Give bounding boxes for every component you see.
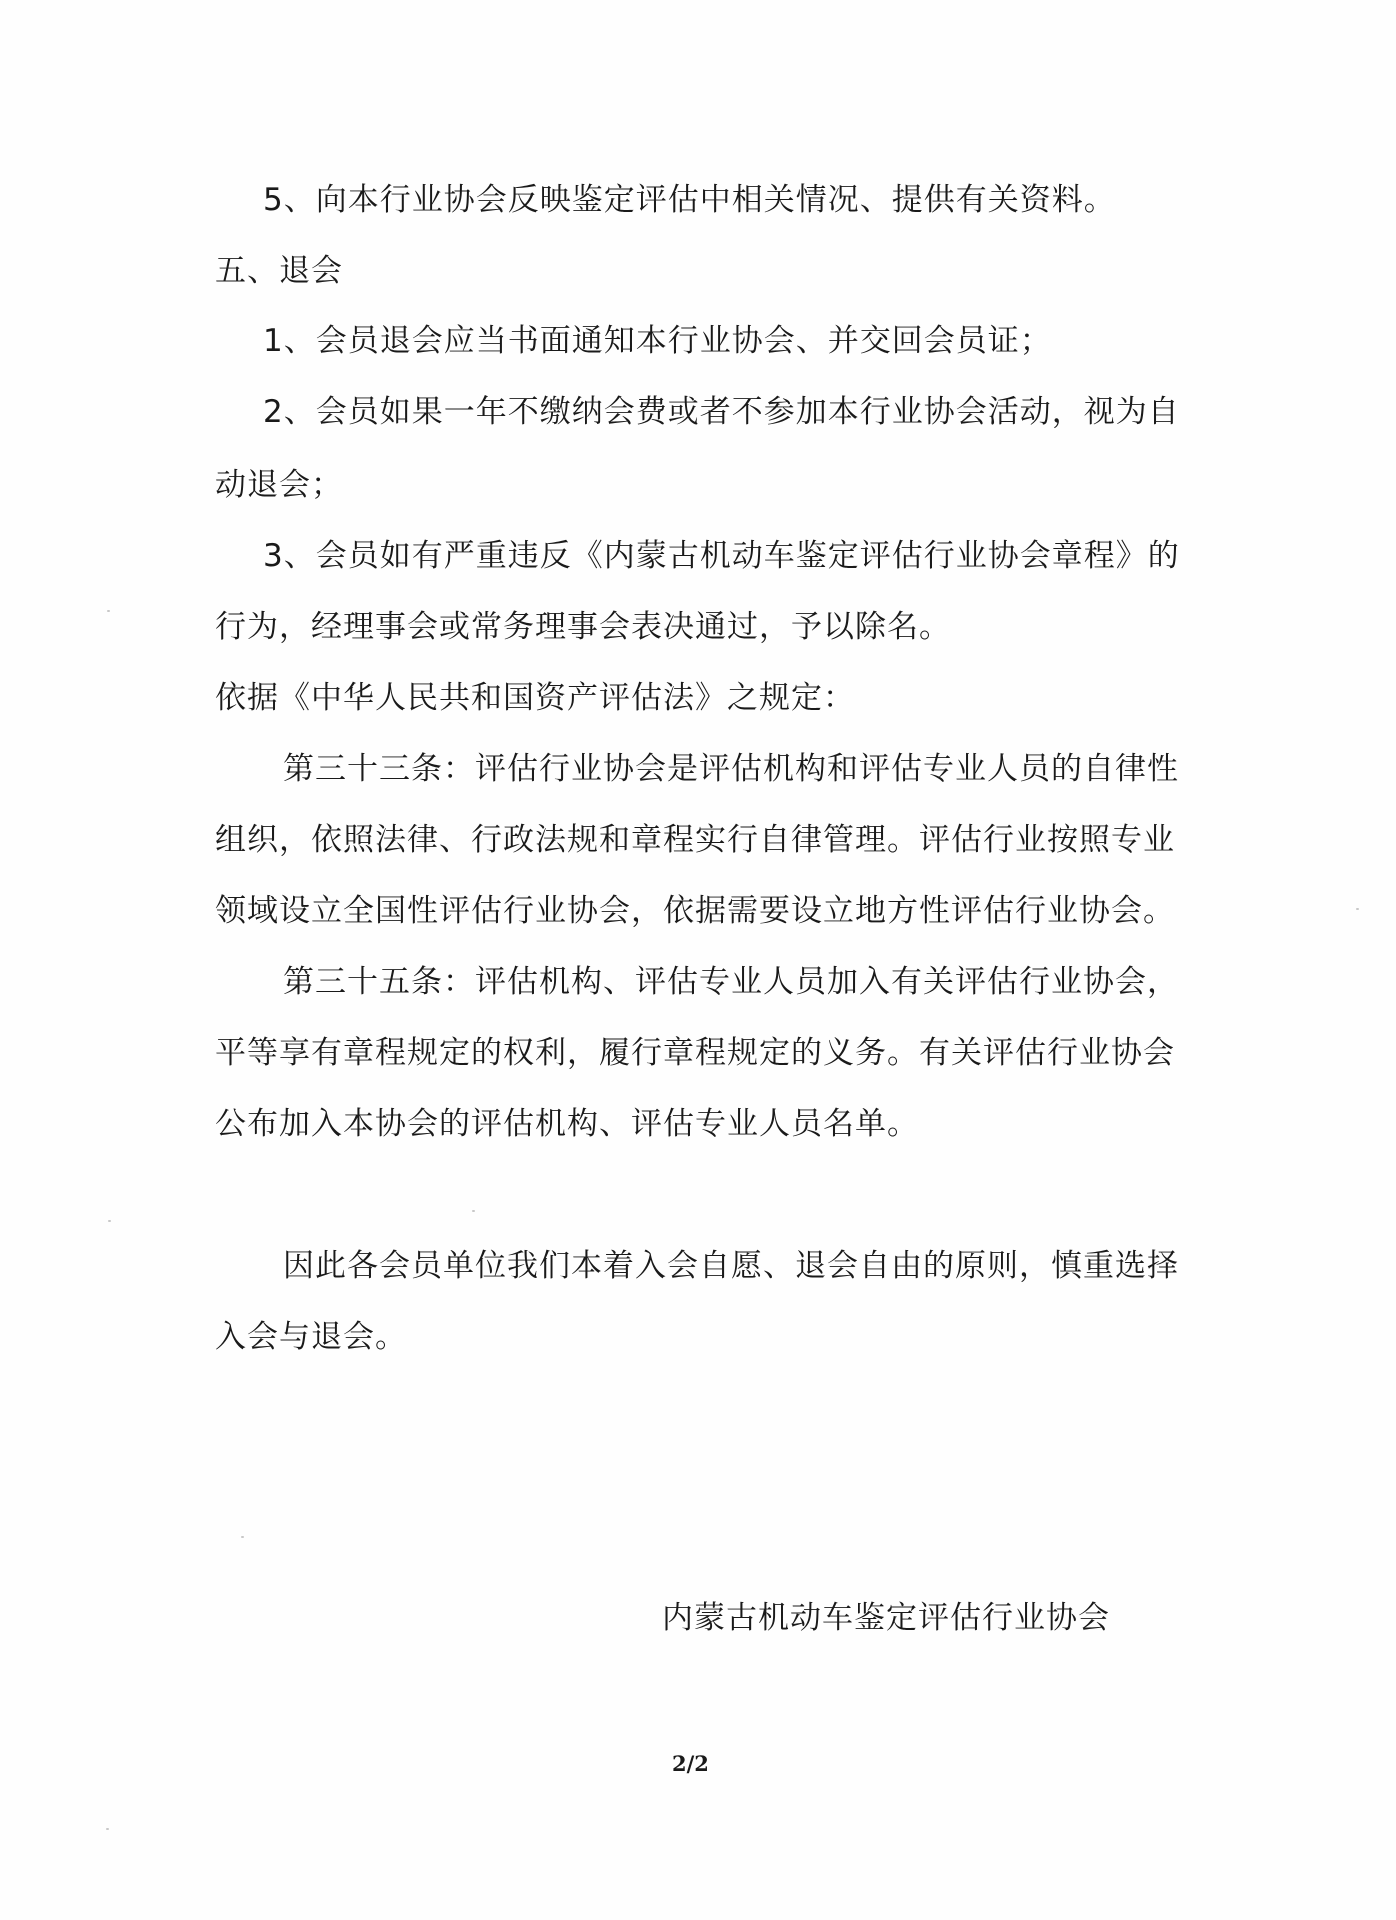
paragraph-line: 第三十三条：评估行业协会是评估机构和评估专业人员的自律性	[283, 751, 1179, 787]
paragraph-line: 领域设立全国性评估行业协会，依据需要设立地方性评估行业协会。	[215, 893, 1175, 929]
paragraph-line: 5、向本行业协会反映鉴定评估中相关情况、提供有关资料。	[263, 182, 1116, 218]
scan-speck	[107, 610, 110, 612]
paragraph-line: 公布加入本协会的评估机构、评估专业人员名单。	[215, 1106, 919, 1142]
paragraph-line: 1、会员退会应当书面通知本行业协会、并交回会员证；	[263, 323, 1052, 359]
paragraph-line: 因此各会员单位我们本着入会自愿、退会自由的原则，慎重选择	[283, 1248, 1179, 1284]
section-heading: 五、退会	[215, 253, 343, 289]
paragraph-line: 行为，经理事会或常务理事会表决通过，予以除名。	[215, 609, 951, 645]
paragraph-line: 入会与退会。	[215, 1319, 407, 1355]
scan-speck	[108, 1220, 111, 1222]
paragraph-line: 平等享有章程规定的权利，履行章程规定的义务。有关评估行业协会	[215, 1035, 1175, 1071]
scan-speck	[1356, 908, 1359, 910]
paragraph-line: 2、会员如果一年不缴纳会费或者不参加本行业协会活动，视为自	[263, 394, 1180, 430]
scan-speck	[241, 1536, 244, 1538]
paragraph-line: 动退会；	[215, 467, 343, 503]
paragraph-line: 依据《中华人民共和国资产评估法》之规定：	[215, 680, 855, 716]
scan-speck	[106, 1828, 109, 1830]
paragraph-line: 组织，依照法律、行政法规和章程实行自律管理。评估行业按照专业	[215, 822, 1175, 858]
signature-organization: 内蒙古机动车鉴定评估行业协会	[662, 1600, 1110, 1636]
paragraph-line: 第三十五条：评估机构、评估专业人员加入有关评估行业协会，	[283, 964, 1179, 1000]
page-number: 2/2	[672, 1751, 709, 1776]
scan-speck	[472, 1210, 475, 1212]
paragraph-line: 3、会员如有严重违反《内蒙古机动车鉴定评估行业协会章程》的	[263, 538, 1180, 574]
